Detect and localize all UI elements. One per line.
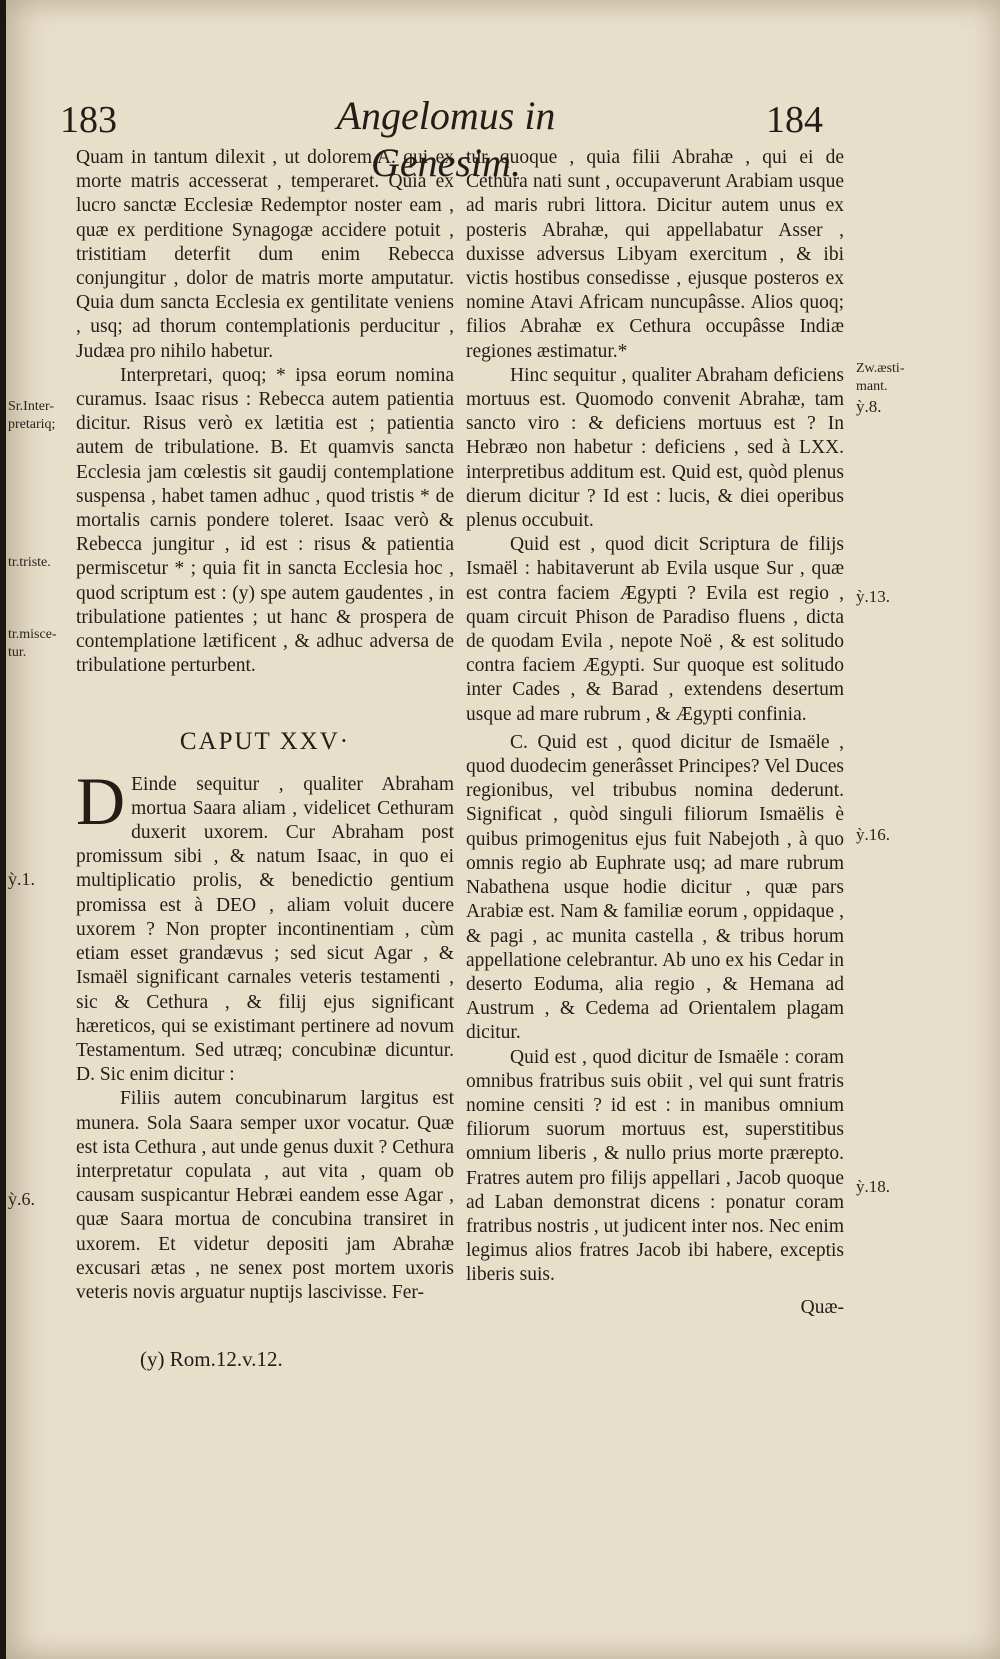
chapter-title: CAPUT XXV·: [179, 728, 351, 756]
chapter-paragraph: [76, 762, 454, 1088]
right-column: [466, 146, 844, 1320]
paragraph: Hinc sequitur , qualiter Abraham deficiens mortuus est. Quomodo convenit Abrahæ, tam sancto viro : & deficiens mortuus est ? In Hebræo non habetur : deficiens , sed à LXX. interpretibus additum est. Quid est, quòd plenus dierum dicitur ? Id est : lucis, & diei operibus plenus occubuit.: [466, 364, 844, 532]
margin-note: tr.triste.: [8, 555, 51, 570]
paragraph: Quid est , quod dicit Scriptura de filijs Ismaël : habitaverunt ab Evila usque Sur , quæ est contra faciem Ægypti ? Evila est regio , quam circuit Phison de Paradiso fluens , dicta de quodam Evila , nepote Noë , & est solitudo contra faciem Ægypti. Sur quoque est solitudo inter Cades , & Barad , extendens desertum usque ad mare rubrum , & Ægypti confinia.: [466, 534, 844, 725]
margin-note: ỳ.18.: [856, 1177, 890, 1196]
footnote: (y) Rom.12.v.12.: [140, 1347, 283, 1372]
margin-note: Zw.æsti- mant.: [856, 361, 905, 394]
paragraph-text: Quid est , quod dicitur de Ismaële , quod duodecim generâsset Principes? Vel Duces regionibus, vel tribubus nomina dederunt. Significat , quòd singuli filiorum Ismaëlis è quibus primogenitus ejus fuit Nabejoth , à quo omnis regio ab Euphrate usq; ad mare rubrum Nabathena usque hodie dicitur , quæ pars Arabiæ est. Nam & familiæ eorum , oppidaque , & pagi , ac munita castella , & tribus horum appellatione celebrantur. Ab uno ex his Cedar in deserto Eoduma, alia regio , & Hemana ad Austrum , & Cedema ad Orientalem plagam dicitur.: [466, 731, 844, 1044]
drop-cap: D: [76, 762, 126, 839]
margin-note: tr.misce- tur.: [8, 627, 57, 660]
paragraph: [466, 731, 844, 1046]
chapter-heading: [76, 730, 454, 754]
margin-note: ỳ.1.: [8, 869, 35, 889]
margin-note: ỳ.13.: [856, 587, 890, 606]
paragraph: Quid est , quod dicitur de Ismaële : coram omnibus fratribus suis obiit , vel qui sunt fratris nomine censiti ? id est : in manibus omnium filiorum suorum mortuus est, superstitibus omnium liberis , & nullo prius morte prærepto. Fratres autem pro filijs appellari , Jacob quoque ad Laban demonstrat dicens : ponatur coram fratribus nostris , ut judicent inter nos. Nec enim legimus alios fratres Jacob ibi habere, exceptis liberis suis.: [466, 1046, 845, 1286]
left-page-number: 183: [60, 99, 117, 141]
book-page: [6, 0, 1000, 1659]
margin-note: ỳ.8.: [856, 397, 882, 416]
paragraph: Filiis autem concubinarum largitus est munera. Sola Saara semper uxor vocatur. Quæ est ista Cethura , aut unde genus duxit ? Cethura interpretatur copulata , aut vita , quam ob causam suspicantur Hebræi eandem esse Agar , quæ Saara mortua de concubina transiret in uxorem. Et videtur depositi jam Abrahæ excusari ætas , ne senex post mortem uxoris veteris novis arguatur nuptijs lascivisse. Fer-: [76, 1088, 454, 1303]
catchword: Quæ-: [800, 1296, 844, 1318]
paragraph: Interpretari, quoq; * ipsa eorum nomina curamus. Isaac risus : Rebecca autem patientia dicitur. Risus verò ex lætitia est ; patientia autem de tribulatione. B. Et quamvis sancta Ecclesia jam cœlestis sit gaudij contemplatione suspensa , habet tamen adhuc , quod tristis * de mortalis carnis pondere toleret. Isaac verò & Rebecca jungitur , id est : risus & patientia permiscetur * ; quia fit in sancta Ecclesia hoc , quod scriptum est : (y) spe autem gaudentes , in tribulatione patientes ; ut hanc & prospera de contemplatione lætificent , & adhuc adversa de tribulatione perturbent.: [76, 364, 454, 677]
margin-note: Sr.Inter- pretariq;: [8, 399, 56, 432]
right-page-number: 184: [766, 99, 823, 141]
section-letter: C.: [510, 731, 528, 753]
left-column: [76, 146, 454, 1371]
margin-note: ỳ.16.: [856, 825, 890, 844]
paragraph: Quam in tantum dilexit , ut dolorem,A. qui ex morte matris accesserat , temperaret. Quia ex lucro sanctæ Ecclesiæ Redemptor noster eam , quæ ex perditione Synagogæ accidere potuit , tristitiam deterfit dum enim Rebecca conjungitur , dolor de matris morte amputatur. Quia dum sancta Ecclesia ex gentilitate veniens , usq; ad thorum contemplationis perducitur , Judæa pro nihilo habetur.: [76, 147, 454, 362]
paragraph: tur quoque , quia filii Abrahæ , qui ei de Cethura nati sunt , occupaverunt Arabiam usque ad maris rubri littora. Dicitur autem unus ex posteris Abrahæ, qui appellabatur Asser , duxisse adversus Libyam exercitum , & ibi victis hostibus consedisse , ejusque posteros ex nomine Atavi Africam nuncupâsse. Alios quoq; filios Abrahæ ex Cethura occupâsse Indiæ regiones æstimatur.*: [466, 147, 844, 362]
margin-note: ỳ.6.: [8, 1189, 35, 1209]
running-title: Angelomus in Genesim.: [336, 93, 556, 185]
chapter-paragraph-text: Einde sequitur , qualiter Abraham mortua Saara aliam , videlicet Cethuram duxerit uxorem. Cur Abraham post promissum sibi , & natum Isaac, in quo ei multiplicatio prolis, & benedictio gentium promissa est à DEO , aliam voluit ducere uxorem ? Non propter incontinentiam , cùm etiam esset grandævus ; sed sicut Agar , & Ismaël significant carnales veteris testamenti , sic & Cethura , & filij ejus significant hæreticos, qui se existimant pertinere ad novum Testamentum. Sed utræq; concubinæ dicuntur. D. Sic enim dicitur :: [76, 773, 454, 1086]
